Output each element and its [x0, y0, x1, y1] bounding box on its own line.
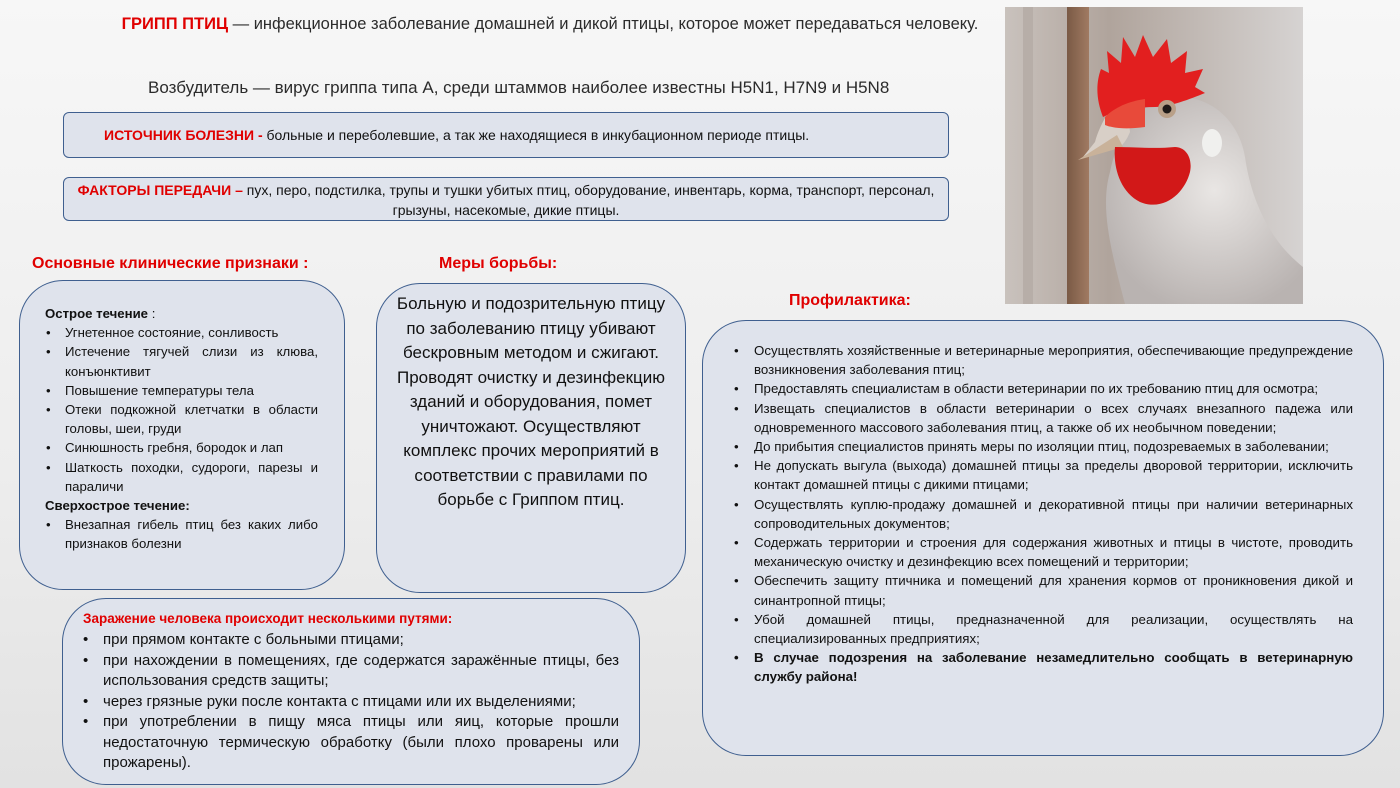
list-item: • Отеки подкожной клетчатки в области головы, шеи, груди	[45, 400, 318, 438]
factors-box	[63, 177, 949, 221]
list-item: • Внезапная гибель птиц без каких либо признаков болезни	[45, 515, 318, 553]
list-item: • Повышение температуры тела	[45, 381, 318, 400]
list-item: • Осуществлять куплю-продажу домашней и декоративной птицы при наличии ветеринарных сопроводительных документов;	[733, 495, 1353, 533]
pathogen-line: Возбудитель — вирус гриппа типа А, среди штаммов наиболее известны H5N1, H7N9 и H5N8	[148, 78, 890, 97]
prevention-box	[702, 320, 1384, 756]
list-item: • В случае подозрения на заболевание незамедлительно сообщать в ветеринарную службу района!	[733, 648, 1353, 686]
source-label: ИСТОЧНИК БОЛЕЗНИ -	[104, 127, 263, 143]
source-box	[63, 112, 949, 158]
list-item: • Шаткость походки, судороги, парезы и параличи	[45, 458, 318, 496]
hyperacute-signs-list	[45, 515, 318, 553]
list-item: • Синюшность гребня, бородок и лап	[45, 438, 318, 457]
prevention-heading: Профилактика:	[789, 292, 911, 309]
prevention-list	[733, 341, 1353, 687]
title-definition: — инфекционное заболевание домашней и дикой птицы, которое может передаваться человеку.	[228, 15, 979, 33]
list-item: • До прибытия специалистов принять меры по изоляции птиц, подозреваемых в заболевании;	[733, 437, 1353, 456]
list-item: • при нахождении в помещениях, где содержатся заражённые птицы, без использования средств защиты;	[83, 651, 619, 692]
list-item: • Убой домашней птицы, предназначенной для реализации, осуществлять на специализированных предприятиях;	[733, 610, 1353, 648]
control-heading: Меры борьбы:	[439, 255, 558, 272]
list-item: • Содержать территории и строения для содержания животных и птицы в чистоте, проводить механическую очистку и дезинфекцию всех помещений и территории;	[733, 533, 1353, 571]
page-title	[120, 13, 980, 35]
factors-label: ФАКТОРЫ ПЕРЕДАЧИ –	[77, 182, 243, 198]
list-item: • Истечение тягучей слизи из клюва, конъюнктивит	[45, 342, 318, 380]
list-item: • Извещать специалистов в области ветеринарии о всех случаях внезапного падежа или одновременного массового заболевания птиц, а также об их необычном поведении;	[733, 399, 1353, 437]
chicken-icon	[1005, 7, 1303, 304]
list-item: • Осуществлять хозяйственные и ветеринарные мероприятия, обеспечивающие предупреждение возникновения заболевания птиц;	[733, 341, 1353, 379]
infection-routes-list	[83, 630, 619, 774]
control-measures-box	[376, 283, 686, 593]
list-item: • при прямом контакте с больными птицами;	[83, 630, 619, 651]
control-text: Больную и подозрительную птицу по заболеванию птицу убивают бескровным методом и сжигают. Проводят очистку и дезинфекцию зданий и оборудования, помет уничтожают. Осуществляют комплекс прочих мероприятий в соответствии с правилами по борьбе с Гриппом птиц.	[396, 294, 666, 509]
clinical-heading: Основные клинические признаки :	[32, 255, 309, 272]
acute-signs-list	[45, 323, 318, 496]
list-item: • Обеспечить защиту птичника и помещений для хранения кормов от проникновения дикой и синантропной птицы;	[733, 571, 1353, 609]
acute-course-title: Острое течение :	[45, 306, 156, 321]
list-item: • Угнетенное состояние, сонливость	[45, 323, 318, 342]
list-item: • через грязные руки после контакта с птицами или их выделениями;	[83, 692, 619, 713]
infection-heading: Заражение человека происходит несколькими путями:	[83, 611, 453, 626]
list-item: • Предоставлять специалистам в области ветеринарии по их требованию птиц для осмотра;	[733, 379, 1353, 398]
hyperacute-course-title: Сверхострое течение:	[45, 498, 190, 514]
list-item: • Не допускать выгула (выхода) домашней птицы за пределы дворовой территории, исключить контакт домашней птицы с дикими птицами;	[733, 456, 1353, 494]
factors-text: пух, перо, подстилка, трупы и тушки убитых птиц, оборудование, инвентарь, корма, транспорт, персонал, грызуны, насекомые, дикие птицы.	[242, 182, 935, 218]
human-infection-box	[62, 598, 640, 785]
title-disease-name: ГРИПП ПТИЦ	[121, 15, 229, 33]
chicken-photo	[1005, 7, 1303, 304]
source-text: больные и переболевшие, а так же находящиеся в инкубационном периоде птицы.	[262, 127, 810, 143]
clinical-signs-box	[19, 280, 345, 590]
list-item: • при употреблении в пищу мяса птицы или яиц, которые прошли недостаточную термическую обработку (были плохо проварены или прожарены).	[83, 712, 619, 774]
